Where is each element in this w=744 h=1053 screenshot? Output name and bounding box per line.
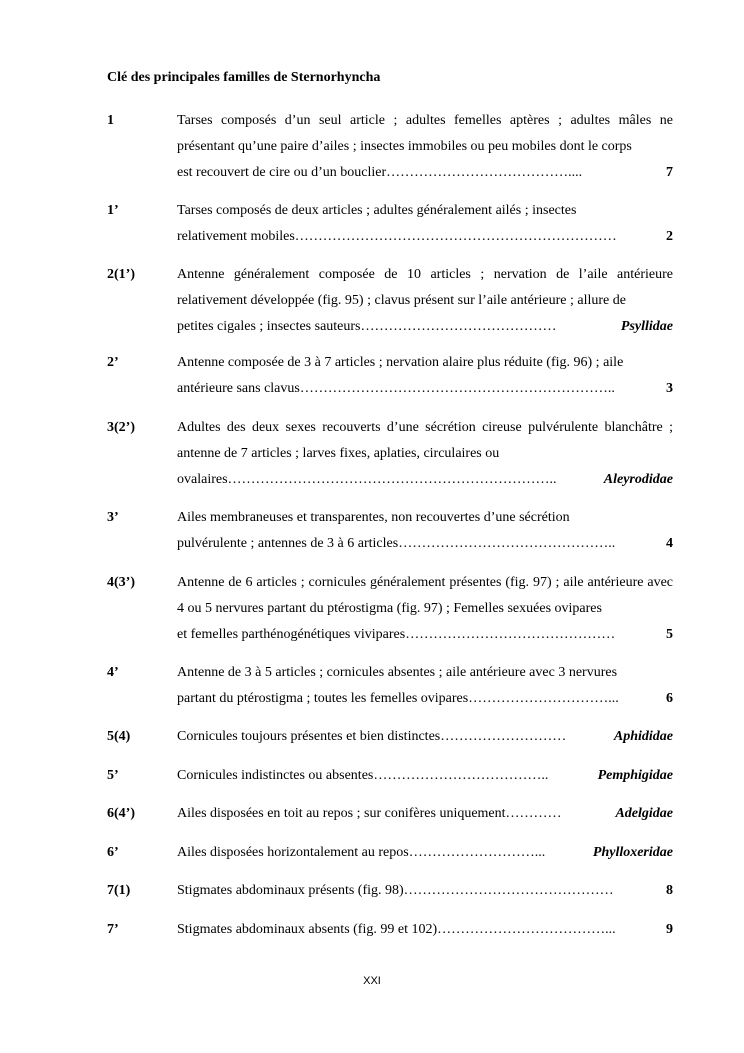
entry-text — [177, 198, 673, 250]
entry-text — [177, 840, 673, 866]
entry-last-line — [177, 531, 673, 557]
key-entry-4-prime — [107, 660, 673, 712]
entry-last-line — [177, 224, 673, 250]
entry-text — [177, 505, 673, 557]
entry-number: 7(1) — [107, 883, 131, 898]
key-entry-6 — [107, 801, 673, 827]
entry-text — [177, 724, 673, 750]
entry-last-line — [177, 724, 673, 750]
entry-text — [177, 350, 673, 402]
page-number: XXI — [363, 975, 381, 987]
entry-number: 2(1’) — [107, 267, 135, 282]
key-entry-6-prime — [107, 840, 673, 866]
key-entry-2 — [107, 262, 673, 340]
entry-description: Antenne composée de 3 à 7 articles ; nervation alaire plus réduite (fig. 96) ; aile — [177, 355, 624, 370]
entry-number: 1’ — [107, 203, 119, 218]
entry-description: Tarses composés de deux articles ; adultes généralement ailés ; insectes — [177, 203, 577, 218]
entry-number: 1 — [107, 113, 114, 128]
entry-number: 5’ — [107, 768, 119, 783]
entry-number: 2’ — [107, 355, 119, 370]
entry-last-line — [177, 467, 673, 493]
entry-target: Pemphigidae — [592, 763, 673, 789]
entry-leader: antérieure sans clavus………………………………………………………….. — [177, 381, 615, 396]
entry-leader: Stigmates abdominaux présents (fig. 98)……………………………………… — [177, 883, 614, 898]
key-entry-7 — [107, 878, 673, 904]
entry-target: Psyllidae — [615, 314, 673, 340]
entry-target: 3 — [660, 376, 673, 402]
page-title: Clé des principales familles de Sternorhyncha — [107, 70, 381, 85]
entry-number: 7’ — [107, 922, 119, 937]
entry-text — [177, 878, 673, 904]
entry-last-line — [177, 917, 673, 943]
entry-description: Antenne de 6 articles ; cornicules généralement présentes (fig. 97) ; aile antérieure avec 4 ou 5 nervures partant du ptérostigma (fig. 97) ; Femelles sexuées ovipares — [177, 575, 673, 616]
key-entry-5 — [107, 724, 673, 750]
entry-text — [177, 415, 673, 493]
entry-leader: est recouvert de cire ou d’un bouclier………………………………….... — [177, 165, 583, 180]
entry-target: 8 — [660, 878, 673, 904]
key-entry-1 — [107, 108, 673, 186]
entry-last-line — [177, 622, 673, 648]
entry-number: 6’ — [107, 845, 119, 860]
entry-last-line — [177, 840, 673, 866]
entry-last-line — [177, 376, 673, 402]
entry-target: 9 — [660, 917, 673, 943]
entry-leader: Ailes disposées horizontalement au repos………………………... — [177, 845, 546, 860]
entry-last-line — [177, 314, 673, 340]
entry-leader: et femelles parthénogénétiques vivipares……………………………………… — [177, 627, 616, 642]
entry-target: 5 — [660, 622, 673, 648]
entry-description: Antenne de 3 à 5 articles ; cornicules absentes ; aile antérieure avec 3 nervures — [177, 665, 618, 680]
entry-leader: petites cigales ; insectes sauteurs…………………………………… — [177, 319, 557, 334]
entry-text — [177, 763, 673, 789]
entry-last-line — [177, 801, 673, 827]
entry-description: Antenne généralement composée de 10 articles ; nervation de l’aile antérieure relativement développée (fig. 95) ; clavus présent sur l’aile antérieure ; allure de — [177, 267, 673, 308]
key-entry-3 — [107, 415, 673, 493]
key-entry-5-prime — [107, 763, 673, 789]
entry-target: Aphididae — [608, 724, 673, 750]
key-entry-7-prime — [107, 917, 673, 943]
entry-last-line — [177, 878, 673, 904]
entry-target: 6 — [660, 686, 673, 712]
entry-text — [177, 801, 673, 827]
key-entry-2-prime — [107, 350, 673, 402]
key-entry-4 — [107, 570, 673, 648]
entry-number: 3(2’) — [107, 420, 135, 435]
entry-text — [177, 108, 673, 186]
entry-last-line — [177, 686, 673, 712]
entry-number: 6(4’) — [107, 806, 135, 821]
entry-leader: relativement mobiles…………………………………………………………… — [177, 229, 617, 244]
key-entry-1-prime — [107, 198, 673, 250]
key-entry-3-prime — [107, 505, 673, 557]
entry-leader: Stigmates abdominaux absents (fig. 99 et 102)………………………………... — [177, 922, 616, 937]
entry-leader: ovalaires…………………………………………………………….. — [177, 472, 557, 487]
entry-leader: Ailes disposées en toit au repos ; sur conifères uniquement………… — [177, 806, 562, 821]
entry-leader: Cornicules indistinctes ou absentes……………………………….. — [177, 768, 549, 783]
entry-text — [177, 262, 673, 340]
entry-number: 3’ — [107, 510, 119, 525]
entry-description: Ailes membraneuses et transparentes, non recouvertes d’une sécrétion — [177, 510, 570, 525]
entry-target: 2 — [660, 224, 673, 250]
entry-description: Tarses composés d’un seul article ; adultes femelles aptères ; adultes mâles ne présentant qu’une paire d’ailes ; insectes immobiles ou peu mobiles dont le corps — [177, 113, 673, 154]
entry-target: 7 — [660, 160, 673, 186]
entry-leader: Cornicules toujours présentes et bien distinctes……………………… — [177, 729, 567, 744]
entry-last-line — [177, 160, 673, 186]
entry-target: 4 — [660, 531, 673, 557]
entry-number: 4’ — [107, 665, 119, 680]
entry-description: Adultes des deux sexes recouverts d’une sécrétion cireuse pulvérulente blanchâtre ; antenne de 7 articles ; larves fixes, aplaties, circulaires ou — [177, 420, 673, 461]
entry-target: Adelgidae — [609, 801, 673, 827]
entry-text — [177, 917, 673, 943]
entry-number: 4(3’) — [107, 575, 135, 590]
entry-target: Phylloxeridae — [587, 840, 673, 866]
entry-target: Aleyrodidae — [598, 467, 673, 493]
entry-leader: partant du ptérostigma ; toutes les femelles ovipares…………………………... — [177, 691, 619, 706]
entry-text — [177, 570, 673, 648]
entry-number: 5(4) — [107, 729, 131, 744]
entry-leader: pulvérulente ; antennes de 3 à 6 articles……………………………………….. — [177, 536, 616, 551]
entry-last-line — [177, 763, 673, 789]
entry-text — [177, 660, 673, 712]
